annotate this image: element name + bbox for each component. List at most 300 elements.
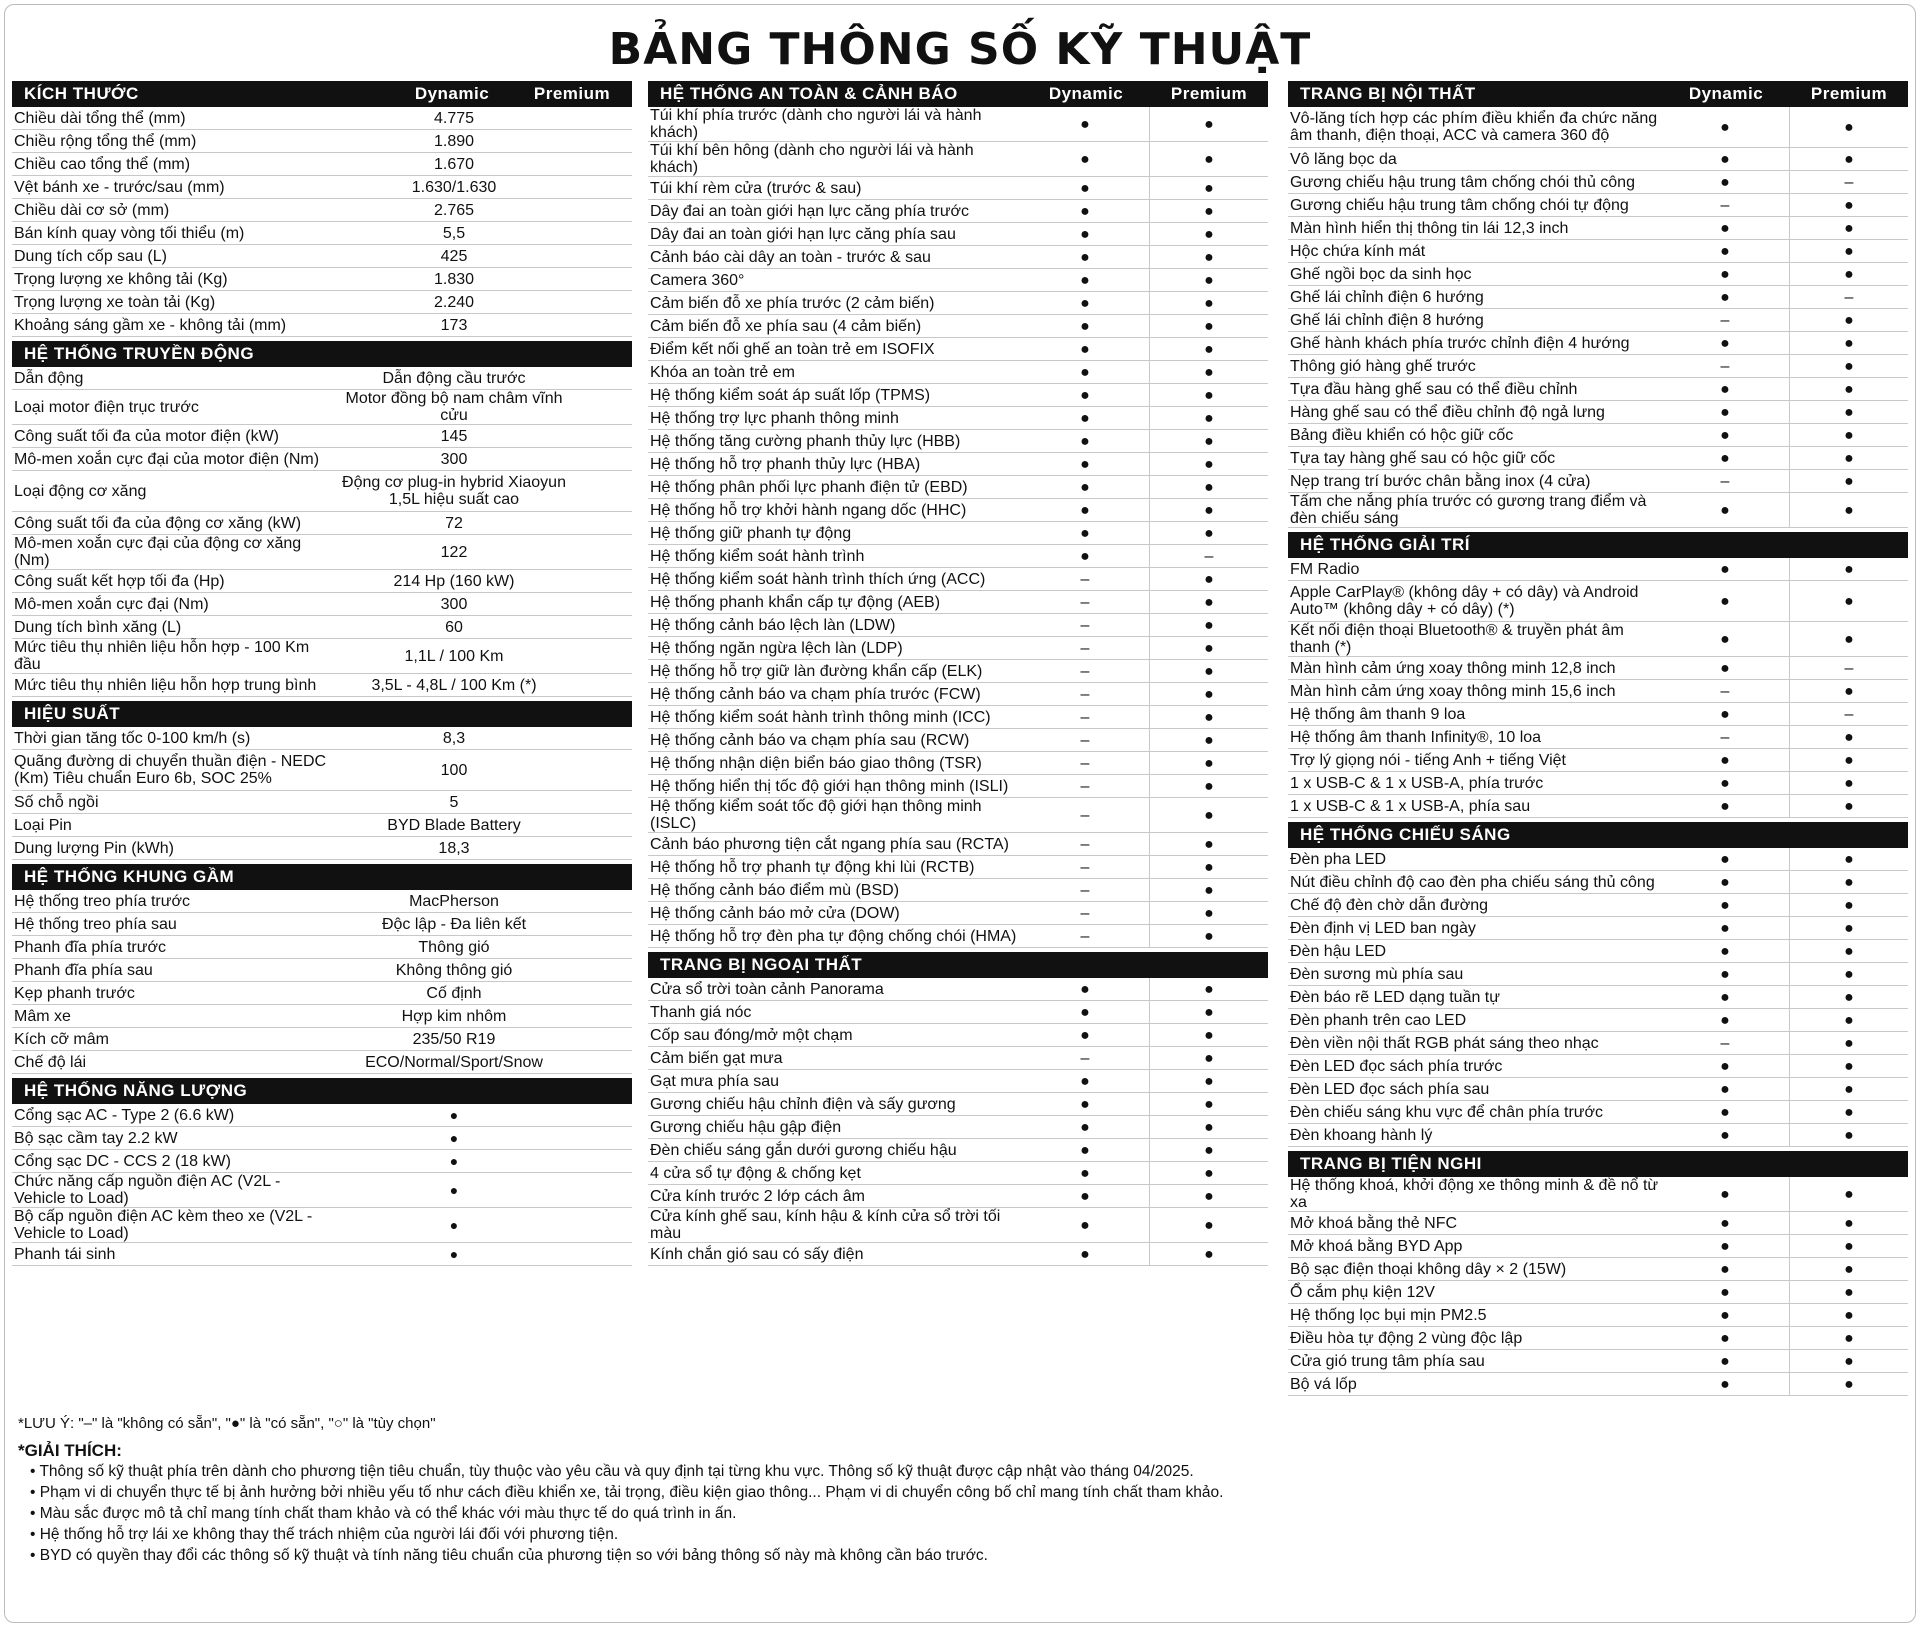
column-header-premium: Premium bbox=[1170, 84, 1248, 103]
spec-label: Chiều rộng tổng thể (mm) bbox=[14, 132, 197, 150]
value-dynamic: ● bbox=[1720, 219, 1730, 237]
spec-row bbox=[1288, 680, 1908, 703]
value-dynamic: – bbox=[1080, 881, 1090, 899]
value-dynamic: – bbox=[1720, 1034, 1730, 1052]
spec-section bbox=[12, 1078, 632, 1266]
value-dynamic: ● bbox=[1080, 455, 1090, 473]
spec-row bbox=[1288, 401, 1908, 424]
section-header bbox=[1288, 1151, 1908, 1177]
spec-row bbox=[1288, 470, 1908, 493]
value-dynamic: ● bbox=[1720, 942, 1730, 960]
value-dynamic: – bbox=[1080, 777, 1090, 795]
value-dynamic: ● bbox=[1080, 409, 1090, 427]
note-item: • BYD có quyền thay đổi các thông số kỹ thuật và tính năng tiêu chuẩn của phương tiện so với bảng thông số này mà không cần báo trước. bbox=[30, 1545, 1288, 1566]
value-premium: ● bbox=[1789, 986, 1908, 1008]
value-premium: ● bbox=[1149, 879, 1268, 901]
spec-row bbox=[648, 407, 1268, 430]
value-dynamic: ● bbox=[1080, 202, 1090, 220]
spec-label: Hệ thống phanh khẩn cấp tự động (AEB) bbox=[650, 593, 941, 611]
value-dynamic: – bbox=[1080, 570, 1090, 588]
spec-value: 1.830 bbox=[433, 270, 475, 288]
value-dynamic: ● bbox=[1080, 1118, 1090, 1136]
spec-section bbox=[1288, 81, 1908, 528]
spec-row bbox=[1288, 1212, 1908, 1235]
spec-label: Hệ thống cảnh báo lệch làn (LDW) bbox=[650, 616, 896, 634]
spec-row bbox=[12, 176, 632, 199]
spec-row bbox=[1288, 894, 1908, 917]
spec-row bbox=[12, 1005, 632, 1028]
spec-label: Cửa sổ trời toàn cảnh Panorama bbox=[650, 980, 884, 998]
spec-row bbox=[12, 367, 632, 390]
spec-label: Điểm kết nối ghế an toàn trẻ em ISOFIX bbox=[650, 340, 935, 358]
spec-row bbox=[648, 545, 1268, 568]
spec-row bbox=[648, 499, 1268, 522]
spec-value: ● bbox=[449, 1106, 459, 1123]
value-dynamic: – bbox=[1080, 858, 1090, 876]
spec-label: 1 x USB-C & 1 x USB-A, phía sau bbox=[1290, 797, 1531, 815]
spec-label: FM Radio bbox=[1290, 560, 1360, 578]
spec-label: Tấm che nắng phía trước có gương trang điểm và đèn chiếu sáng bbox=[1290, 493, 1647, 527]
section-header bbox=[12, 701, 632, 727]
spec-row bbox=[648, 430, 1268, 453]
spec-label: Hệ thống hỗ trợ phanh tự động khi lùi (RCTB) bbox=[650, 858, 975, 876]
spec-row bbox=[12, 245, 632, 268]
spec-value: 100 bbox=[440, 761, 468, 779]
spec-label: Bảng điều khiển có hộc giữ cốc bbox=[1290, 426, 1514, 444]
spec-label: Hàng ghế sau có thể điều chỉnh độ ngả lưng bbox=[1290, 403, 1605, 421]
value-premium: ● bbox=[1789, 424, 1908, 446]
spec-label: Khoảng sáng gầm xe - không tải (mm) bbox=[14, 316, 287, 334]
spec-label: Gương chiếu hậu trung tâm chống chói thủ công bbox=[1290, 173, 1635, 191]
spec-row bbox=[1288, 194, 1908, 217]
spec-value: 425 bbox=[440, 247, 468, 265]
spec-label: Khóa an toàn trẻ em bbox=[650, 363, 795, 381]
value-dynamic: ● bbox=[1720, 1214, 1730, 1232]
value-premium: ● bbox=[1149, 407, 1268, 429]
spec-label: Túi khí bên hông (dành cho người lái và hành khách) bbox=[650, 142, 974, 176]
spec-label: Ghế lái chỉnh điện 6 hướng bbox=[1290, 288, 1484, 306]
value-dynamic: ● bbox=[1720, 403, 1730, 421]
value-dynamic: ● bbox=[1080, 363, 1090, 381]
spec-row bbox=[12, 1173, 632, 1208]
spec-value: 214 Hp (160 kW) bbox=[393, 572, 515, 590]
value-dynamic: ● bbox=[1080, 1164, 1090, 1182]
spec-label: Mâm xe bbox=[14, 1007, 71, 1025]
spec-row bbox=[648, 1162, 1268, 1185]
spec-row bbox=[648, 315, 1268, 338]
value-premium: ● bbox=[1149, 1243, 1268, 1265]
spec-row bbox=[1288, 217, 1908, 240]
spec-value: Dẫn động cầu trước bbox=[382, 369, 526, 387]
spec-row bbox=[12, 1028, 632, 1051]
spec-value: 3,5L - 4,8L / 100 Km (*) bbox=[371, 676, 537, 694]
spec-row bbox=[1288, 171, 1908, 194]
spec-row bbox=[12, 1243, 632, 1266]
section-title: HỆ THỐNG NĂNG LƯỢNG bbox=[24, 1081, 248, 1100]
spec-row bbox=[1288, 1055, 1908, 1078]
spec-row bbox=[1288, 703, 1908, 726]
value-dynamic: – bbox=[1720, 311, 1730, 329]
spec-row bbox=[648, 798, 1268, 833]
spec-label: Cổng sạc AC - Type 2 (6.6 kW) bbox=[14, 1106, 235, 1124]
value-premium: ● bbox=[1149, 798, 1268, 832]
spec-row bbox=[648, 361, 1268, 384]
value-dynamic: ● bbox=[1080, 271, 1090, 289]
value-dynamic: ● bbox=[1720, 1375, 1730, 1393]
value-premium: ● bbox=[1789, 963, 1908, 985]
value-dynamic: ● bbox=[1720, 850, 1730, 868]
value-premium: ● bbox=[1789, 401, 1908, 423]
spec-label: Hệ thống hỗ trợ phanh thủy lực (HBA) bbox=[650, 455, 921, 473]
value-dynamic: ● bbox=[1080, 1245, 1090, 1263]
value-premium: ● bbox=[1789, 1009, 1908, 1031]
value-dynamic: ● bbox=[1080, 179, 1090, 197]
spec-label: Hệ thống cảnh báo mở cửa (DOW) bbox=[650, 904, 900, 922]
spec-row bbox=[1288, 424, 1908, 447]
value-premium: ● bbox=[1789, 1177, 1908, 1211]
spec-value: 2.765 bbox=[433, 201, 475, 219]
value-premium: ● bbox=[1789, 1258, 1908, 1280]
section-title: KÍCH THƯỚC bbox=[24, 84, 139, 103]
spec-row bbox=[12, 222, 632, 245]
value-premium: ● bbox=[1149, 1047, 1268, 1069]
spec-value: ● bbox=[449, 1245, 459, 1262]
spec-row bbox=[12, 936, 632, 959]
value-premium: ● bbox=[1789, 622, 1908, 656]
spec-row bbox=[648, 1070, 1268, 1093]
spec-row bbox=[1288, 1258, 1908, 1281]
spec-row bbox=[1288, 1327, 1908, 1350]
value-dynamic: ● bbox=[1080, 386, 1090, 404]
value-dynamic: ● bbox=[1720, 797, 1730, 815]
column-header-dynamic: Dynamic bbox=[1048, 84, 1124, 103]
spec-label: Hệ thống kiểm soát hành trình thích ứng (ACC) bbox=[650, 570, 986, 588]
spec-row bbox=[12, 982, 632, 1005]
spec-value: 1.630/1.630 bbox=[411, 178, 497, 196]
spec-row bbox=[12, 130, 632, 153]
value-premium: ● bbox=[1149, 107, 1268, 141]
spec-row bbox=[1288, 558, 1908, 581]
value-dynamic: – bbox=[1720, 357, 1730, 375]
value-dynamic: – bbox=[1720, 472, 1730, 490]
value-dynamic: – bbox=[1080, 708, 1090, 726]
spec-label: Mở khoá bằng BYD App bbox=[1290, 1237, 1463, 1255]
spec-label: Bộ vá lốp bbox=[1290, 1375, 1357, 1393]
spec-label: Chức năng cấp nguồn điện AC (V2L - Vehicle to Load) bbox=[14, 1173, 281, 1207]
spec-section bbox=[648, 81, 1268, 948]
spec-label: Trọng lượng xe toàn tải (Kg) bbox=[14, 293, 216, 311]
value-premium: ● bbox=[1789, 917, 1908, 939]
spec-row bbox=[648, 292, 1268, 315]
spec-label: Màn hình hiển thị thông tin lái 12,3 inch bbox=[1290, 219, 1569, 237]
spec-label: Hệ thống trợ lực phanh thông minh bbox=[650, 409, 899, 427]
spec-row bbox=[12, 593, 632, 616]
spec-row bbox=[12, 425, 632, 448]
spec-value: MacPherson bbox=[409, 892, 499, 910]
value-dynamic: – bbox=[1080, 593, 1090, 611]
value-dynamic: – bbox=[1080, 662, 1090, 680]
spec-label: Dây đai an toàn giới hạn lực căng phía trước bbox=[650, 202, 970, 220]
spec-label: Gương chiếu hậu gập điện bbox=[650, 1118, 842, 1136]
spec-row bbox=[1288, 1373, 1908, 1396]
value-dynamic: ● bbox=[1720, 988, 1730, 1006]
value-premium: ● bbox=[1789, 1281, 1908, 1303]
spec-row bbox=[648, 522, 1268, 545]
value-dynamic: ● bbox=[1720, 1329, 1730, 1347]
spec-label: Hệ thống treo phía trước bbox=[14, 892, 190, 910]
value-premium: ● bbox=[1149, 453, 1268, 475]
section-title: HỆ THỐNG AN TOÀN & CẢNH BÁO bbox=[660, 84, 958, 103]
spec-label: Kính chắn gió sau có sấy điện bbox=[650, 1245, 864, 1263]
value-premium: ● bbox=[1149, 1185, 1268, 1207]
spec-value: Động cơ plug-in hybrid Xiaoyun 1,5L hiệu suất cao bbox=[342, 474, 566, 508]
spec-label: Đèn định vị LED ban ngày bbox=[1290, 919, 1476, 937]
note-item: • Màu sắc được mô tả chỉ mang tính chất tham khảo và có thể khác với màu thực tế do quá trình in ấn. bbox=[30, 1503, 1288, 1524]
value-premium: – bbox=[1789, 657, 1908, 679]
value-premium: ● bbox=[1789, 1032, 1908, 1054]
value-premium: ● bbox=[1149, 1024, 1268, 1046]
spec-label: Ghế hành khách phía trước chỉnh điện 4 hướng bbox=[1290, 334, 1630, 352]
spec-label: 4 cửa sổ tự động & chống kẹt bbox=[650, 1164, 861, 1182]
spec-row bbox=[1288, 1078, 1908, 1101]
value-dynamic: ● bbox=[1080, 225, 1090, 243]
spec-row bbox=[648, 879, 1268, 902]
spec-row bbox=[648, 706, 1268, 729]
notes bbox=[18, 1413, 1288, 1566]
value-premium: ● bbox=[1149, 1093, 1268, 1115]
spec-section bbox=[12, 81, 632, 337]
spec-row bbox=[648, 660, 1268, 683]
spec-row bbox=[1288, 332, 1908, 355]
spec-row bbox=[1288, 1124, 1908, 1147]
value-premium: ● bbox=[1789, 194, 1908, 216]
spec-label: Vô lăng bọc da bbox=[1290, 150, 1397, 168]
spec-label: Hệ thống kiểm soát áp suất lốp (TPMS) bbox=[650, 386, 931, 404]
value-premium: ● bbox=[1789, 795, 1908, 817]
spec-row bbox=[12, 814, 632, 837]
spec-label: Cảnh báo phương tiện cắt ngang phía sau (RCTA) bbox=[650, 835, 1009, 853]
spec-label: Nẹp trang trí bước chân bằng inox (4 cửa) bbox=[1290, 472, 1591, 490]
spec-label: Cổng sạc DC - CCS 2 (18 kW) bbox=[14, 1152, 231, 1170]
spec-section bbox=[12, 341, 632, 697]
spec-row bbox=[12, 791, 632, 814]
middle-column bbox=[648, 81, 1268, 1270]
spec-label: Đèn sương mù phía sau bbox=[1290, 965, 1464, 983]
spec-label: Hệ thống hỗ trợ giữ làn đường khẩn cấp (ELK) bbox=[650, 662, 983, 680]
value-dynamic: – bbox=[1080, 685, 1090, 703]
value-premium: ● bbox=[1149, 1116, 1268, 1138]
spec-value: Thông gió bbox=[418, 938, 490, 956]
spec-row bbox=[1288, 355, 1908, 378]
left-column bbox=[12, 81, 632, 1270]
value-premium: ● bbox=[1789, 1304, 1908, 1326]
spec-label: Cửa kính trước 2 lớp cách âm bbox=[650, 1187, 865, 1205]
value-premium: ● bbox=[1789, 749, 1908, 771]
spec-label: Hệ thống âm thanh 9 loa bbox=[1290, 705, 1466, 723]
spec-label: Hệ thống khoá, khởi động xe thông minh & đề nổ từ xa bbox=[1290, 1177, 1659, 1211]
value-premium: ● bbox=[1789, 240, 1908, 262]
spec-label: Gương chiếu hậu trung tâm chống chói tự động bbox=[1290, 196, 1629, 214]
section-title: TRANG BỊ NGOẠI THẤT bbox=[660, 955, 863, 974]
spec-label: Gạt mưa phía sau bbox=[650, 1072, 779, 1090]
section-title: HỆ THỐNG CHIẾU SÁNG bbox=[1300, 825, 1511, 844]
value-premium: ● bbox=[1789, 1078, 1908, 1100]
spec-label: Đèn viền nội thất RGB phát sáng theo nhạc bbox=[1290, 1034, 1599, 1052]
spec-label: Ghế ngồi bọc da sinh học bbox=[1290, 265, 1472, 283]
spec-value: ECO/Normal/Sport/Snow bbox=[365, 1053, 543, 1071]
spec-row bbox=[1288, 871, 1908, 894]
value-dynamic: ● bbox=[1720, 560, 1730, 578]
value-premium: ● bbox=[1149, 430, 1268, 452]
spec-row bbox=[1288, 940, 1908, 963]
value-premium: ● bbox=[1789, 378, 1908, 400]
value-dynamic: ● bbox=[1720, 1352, 1730, 1370]
spec-row bbox=[12, 199, 632, 222]
value-dynamic: ● bbox=[1720, 501, 1730, 519]
note-item: • Phạm vi di chuyển thực tế bị ảnh hưởng bởi nhiều yếu tố như cách điều khiển xe, tải trọng, điều kiện giao thông... Phạm vi di chuyển công bố chỉ mang tính chất tham khảo. bbox=[30, 1482, 1288, 1503]
spec-row bbox=[648, 1093, 1268, 1116]
spec-value: 2.240 bbox=[433, 293, 475, 311]
value-premium: – bbox=[1789, 703, 1908, 725]
spec-label: Mô-men xoắn cực đại của động cơ xăng (Nm) bbox=[14, 535, 302, 569]
value-dynamic: ● bbox=[1080, 1072, 1090, 1090]
value-premium: ● bbox=[1149, 1001, 1268, 1023]
spec-label: Màn hình cảm ứng xoay thông minh 15,6 inch bbox=[1290, 682, 1616, 700]
spec-label: Mô-men xoắn cực đại (Nm) bbox=[14, 595, 209, 613]
spec-row bbox=[648, 1243, 1268, 1266]
spec-row bbox=[12, 291, 632, 314]
spec-row bbox=[648, 1116, 1268, 1139]
spec-label: Phanh đĩa phía trước bbox=[14, 938, 166, 956]
spec-row bbox=[12, 448, 632, 471]
value-dynamic: ● bbox=[1080, 501, 1090, 519]
value-dynamic: – bbox=[1080, 835, 1090, 853]
value-premium: ● bbox=[1149, 315, 1268, 337]
spec-value: 5,5 bbox=[442, 224, 466, 242]
spec-label: Đèn pha LED bbox=[1290, 850, 1387, 868]
spec-label: Loại động cơ xăng bbox=[14, 482, 147, 500]
spec-label: Đèn báo rẽ LED dạng tuần tự bbox=[1290, 988, 1500, 1006]
value-dynamic: ● bbox=[1720, 1011, 1730, 1029]
spec-value: 8,3 bbox=[442, 729, 466, 747]
spec-value: 235/50 R19 bbox=[412, 1030, 496, 1048]
value-dynamic: ● bbox=[1720, 288, 1730, 306]
value-premium: ● bbox=[1149, 568, 1268, 590]
value-premium: ● bbox=[1149, 1139, 1268, 1161]
value-dynamic: ● bbox=[1080, 294, 1090, 312]
value-premium: ● bbox=[1789, 148, 1908, 170]
notes-heading: *GIẢI THÍCH: bbox=[18, 1441, 122, 1460]
value-premium: ● bbox=[1149, 683, 1268, 705]
spec-row bbox=[648, 568, 1268, 591]
spec-row bbox=[1288, 493, 1908, 528]
spec-value: ● bbox=[449, 1216, 459, 1233]
value-premium: ● bbox=[1789, 1055, 1908, 1077]
value-premium: ● bbox=[1149, 1162, 1268, 1184]
value-premium: ● bbox=[1789, 263, 1908, 285]
spec-value: 300 bbox=[440, 595, 468, 613]
notes-list bbox=[18, 1461, 1288, 1566]
value-dynamic: ● bbox=[1720, 1080, 1730, 1098]
spec-row bbox=[12, 890, 632, 913]
value-dynamic: – bbox=[1080, 639, 1090, 657]
value-dynamic: ● bbox=[1080, 432, 1090, 450]
column-header-premium: Premium bbox=[533, 84, 611, 103]
spec-value: Không thông gió bbox=[395, 961, 513, 979]
spec-label: Hệ thống nhận diện biển báo giao thông (TSR) bbox=[650, 754, 982, 772]
spec-value: 1.890 bbox=[433, 132, 475, 150]
spec-label: Chiều dài cơ sở (mm) bbox=[14, 201, 170, 219]
value-dynamic: ● bbox=[1720, 1237, 1730, 1255]
value-premium: ● bbox=[1149, 591, 1268, 613]
value-premium: ● bbox=[1149, 522, 1268, 544]
spec-row bbox=[12, 674, 632, 697]
spec-label: Túi khí rèm cửa (trước & sau) bbox=[650, 179, 862, 197]
spec-row bbox=[648, 925, 1268, 948]
spec-row bbox=[12, 1104, 632, 1127]
spec-section bbox=[648, 952, 1268, 1266]
spec-row bbox=[12, 1127, 632, 1150]
spec-row bbox=[1288, 657, 1908, 680]
spec-label: Mức tiêu thụ nhiên liệu hỗn hợp - 100 Km đầu bbox=[14, 639, 310, 673]
value-dynamic: ● bbox=[1080, 1026, 1090, 1044]
value-dynamic: ● bbox=[1720, 118, 1730, 136]
value-premium: ● bbox=[1149, 361, 1268, 383]
spec-row bbox=[1288, 263, 1908, 286]
value-premium: ● bbox=[1789, 1327, 1908, 1349]
value-dynamic: – bbox=[1080, 616, 1090, 634]
spec-label: Đèn LED đọc sách phía sau bbox=[1290, 1080, 1490, 1098]
spec-row bbox=[12, 639, 632, 674]
spec-row bbox=[648, 752, 1268, 775]
value-dynamic: ● bbox=[1720, 919, 1730, 937]
spec-row bbox=[12, 750, 632, 791]
value-dynamic: ● bbox=[1720, 1185, 1730, 1203]
spec-value: 5 bbox=[449, 793, 459, 811]
spec-row bbox=[648, 338, 1268, 361]
spec-label: Hệ thống ngăn ngừa lệch làn (LDP) bbox=[650, 639, 903, 657]
spec-row bbox=[648, 978, 1268, 1001]
spec-label: Dung lượng Pin (kWh) bbox=[14, 839, 174, 857]
value-premium: ● bbox=[1149, 292, 1268, 314]
spec-label: Dung tích bình xăng (L) bbox=[14, 618, 182, 636]
spec-row bbox=[648, 384, 1268, 407]
value-premium: ● bbox=[1789, 1101, 1908, 1123]
spec-value: 145 bbox=[440, 427, 468, 445]
value-dynamic: ● bbox=[1080, 115, 1090, 133]
spec-label: Bán kính quay vòng tối thiểu (m) bbox=[14, 224, 245, 242]
spec-label: Đèn LED đọc sách phía trước bbox=[1290, 1057, 1503, 1075]
value-premium: ● bbox=[1789, 581, 1908, 621]
value-premium: ● bbox=[1789, 470, 1908, 492]
value-premium: ● bbox=[1149, 614, 1268, 636]
spec-row bbox=[12, 153, 632, 176]
spec-label: Trọng lượng xe không tải (Kg) bbox=[14, 270, 228, 288]
value-premium: ● bbox=[1149, 223, 1268, 245]
spec-row bbox=[1288, 107, 1908, 148]
section-header bbox=[12, 341, 632, 367]
spec-row bbox=[12, 390, 632, 425]
spec-row bbox=[1288, 447, 1908, 470]
spec-label: Camera 360° bbox=[650, 271, 745, 289]
column-header-dynamic: Dynamic bbox=[1688, 84, 1764, 103]
spec-row bbox=[1288, 749, 1908, 772]
spec-value: 1.670 bbox=[433, 155, 475, 173]
spec-label: Hệ thống treo phía sau bbox=[14, 915, 177, 933]
spec-row bbox=[1288, 963, 1908, 986]
spec-row bbox=[12, 1051, 632, 1074]
value-premium: ● bbox=[1149, 856, 1268, 878]
